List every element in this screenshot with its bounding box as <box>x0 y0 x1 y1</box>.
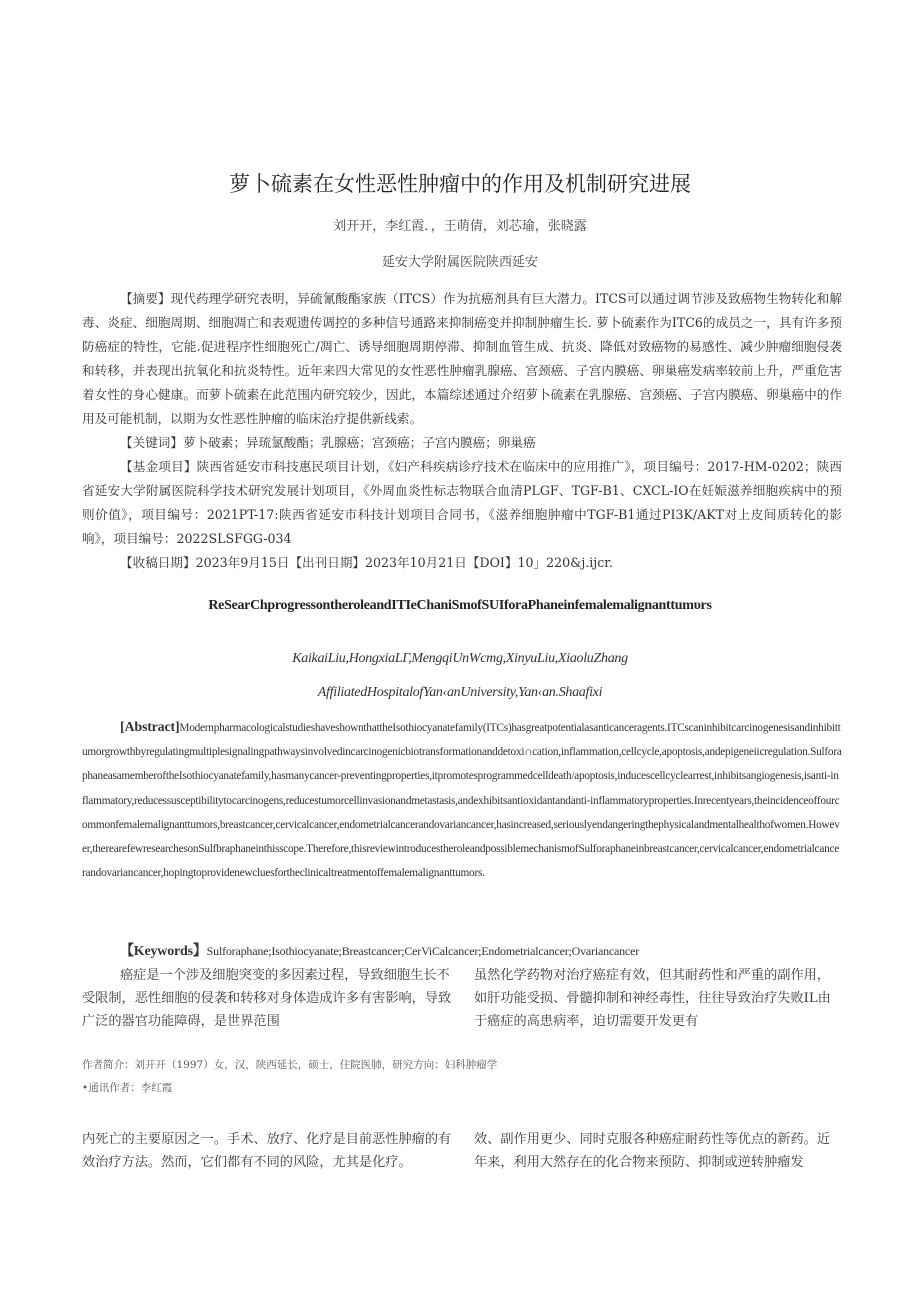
body-right-column-top <box>474 964 840 1033</box>
affiliation-cn: 延安大学附属医院陕西延安 <box>381 255 538 270</box>
abstract-en-text: ModernpharmacologicalstudieshaveshownthattheIsothiocyanatefamily(ITCs)hasgreatpotentialasanticanceragents.ITCscaninhibitcarcinogenesisandinhibittumorgrowthbyregulatingmultiplesignalingpathwaysinvolvedincarcinogenicbiotransformationanddetoxi∩cation,inflammation,cellcycle,apoptosis,andepigeneiicregulation.SulforaphaneasamemberoftheIsothiocyanatefamily,hasmanycancer-preventingproperties,itpromotesprogrammedcelldeath/apoptosis,inducescellcyclearrest,inhibitsangiogenesis,isanti-inflammatory,reducessusceptibilitytocarcinogens,reducestumorcellinvasionandmetastasis,andexhibitsantioxidantandanti-inflammatoryproperties.Inrecentyears,theincidenceoffourcommonfemalemalignanttumors,breastcancer,cervicalcancer,endometrialcancerandovariancancer,hasincreased,seriouslyendangeringthephysicalandmentalhealthofwomen.However,therearefewresearchesonSulfbraphaneinthisscope.Therefore,thisreviewintroducestheroleandpossiblemechanismofSulforaphaneinbreastcancer,cervicalcancer,endometrialcancerandovariancancer,hopingtoprovidenewcluesfortheclinicaltreatmentoffemalemalignanttumors. <box>82 722 842 880</box>
published-label: 【出刊日期】 <box>289 555 365 570</box>
doi-value: 10」220&j.ijcr. <box>517 555 613 570</box>
funding-cn <box>82 455 842 551</box>
funding-cn-text: 陕西省延安市科技惠民项目计划，《妇产科疾病诊疗技术在临床中的应用推广》，项目编号：2017-HM-0202；陕西省延安大学附属医院科学技术研究发展计划项目，《外周血炎性标志物联合血清PLGF、TGF-B1、CXCL-IO在妊娠滋养细胞疾病中的预 则价值》，项目编号：2021PT-17:陕西省延安市科技计划项目合同书，《滋养细胞肿瘤中TGF-B1通过PI3K/AKT对上皮间质转化的影响》，项目编号：2022SLSFGG-034 <box>82 459 842 546</box>
body-paragraph: 虽然化学药物对治疗癌症有效，但其耐药性和严重的副作用，如肝功能受损、骨髓抑制和神经毒性，往往导致治疗失败IL由于癌症的高患病率，迫切需要开发更有 <box>474 968 831 1029</box>
abstract-cn <box>82 287 842 431</box>
received-label: 【收稿日期】 <box>120 555 196 570</box>
keywords-en-text: Sulforaphane;Isothiocyanate;Breastcancer;CerViCalcancer;Endometrialcancer;Ovariancancer <box>206 944 639 958</box>
abstract-en-label: [Abstract] <box>120 720 180 735</box>
abstract-cn-label: 【摘要】 <box>120 291 171 306</box>
funding-cn-label: 【基金项目】 <box>120 459 197 474</box>
authors-cn: 刘开开，李红霞．，王萌倩，刘芯瑜，张晓露 <box>333 219 587 234</box>
paper-title-cn: 萝卜硫素在女性恶性肿瘤中的作用及机制研究进展 <box>229 172 691 196</box>
body-paragraph: 癌症是一个涉及细胞突变的多因素过程，导致细胞生长不受限制，恶性细胞的侵袭和转移对身体造成许多有害影响，导致广泛的器官功能障碍，是世界范围 <box>82 968 452 1029</box>
body-paragraph: 内死亡的主要原因之一。手术、放疗、化疗是目前恶性肿瘤的有效治疗方法。然而，它们都有不同的风险，尤其是化疗。 <box>82 1132 452 1170</box>
keywords-cn <box>82 431 842 455</box>
authors-en: KaikaiLiu,HongxiaLΓ,MengqiUnWcmg,XinyuLiu,XiaoluZhang <box>292 651 628 666</box>
doi-label: 【DOI】 <box>466 555 518 570</box>
body-paragraph: 效、副作用更少、同时克服各种癌症耐药性等优点的新药。近年来，利用大然存在的化合物来预防、抑制或逆转肿瘤发 <box>474 1132 831 1170</box>
author-info-footnote: 作者简介：刘开开（1997）女，汉，陕西延长，硕士，住院医肺，研究方向：妇科肿瘤学 <box>82 1059 498 1071</box>
body-left-column-bottom <box>82 1128 452 1174</box>
dates-cn <box>82 551 842 575</box>
published-date: 2023年10月21日 <box>365 555 467 570</box>
keywords-en <box>120 940 840 960</box>
keywords-en-label: 【Keywords】 <box>120 944 207 959</box>
body-right-column-bottom <box>474 1128 840 1174</box>
corresponding-author-footnote: •通讯作者：李红霞 <box>82 1082 173 1094</box>
affiliation-en: AffiliatedHospitalofYan‹anUniversity,Yan‹an.Shaafixi <box>317 685 603 700</box>
abstract-en <box>82 716 842 885</box>
keywords-cn-label: 【关键词】 <box>120 435 183 450</box>
received-date: 2023年9月15日 <box>195 555 290 570</box>
keywords-cn-text: 萝卜破素；异琉氯酸酯；乳腺癌；宫颈癌；子宫内膜癌；卵巢癌 <box>182 435 536 450</box>
paper-title-en: ReSearChprogressontheroleandITIeChaniSmofSUIforaPhaneinfemalemalignanttumυrs <box>208 598 712 613</box>
abstract-cn-text: 现代药理学研究表明，异硫氰酸酯家族（ITCS）作为抗癌剂具有巨大潜力。ITCS可以通过调节涉及致癌物生物转化和解毒、炎症、细胞周期、细胞凋亡和表观遗传调控的多种信号通路来抑制癌变并抑制肿瘤生长. 萝卜硫素作为ITC6的成员之一，具有许多预防癌症的特性，它能.促进程序性细胞死亡/凋亡、诱导细胞周期停滞、抑制血管生成、抗炎、降低对致癌物的易感性、减少肿瘤细胞侵袭和转移，并表现出抗氧化和抗炎特性。近年来四大常见的女性恶性肿瘤乳腺癌、宫颈癌、子宫内膜癌、卵巢癌发病率较前上升，严重危害着女性的身心健康。而萝卜硫素在此范围内研究较少，因此，本篇综述通过介绍萝卜硫素在乳腺癌、宫颈癌、子宫内膜癌、卵巢癌中的作用及可能机制，以期为女性恶性肿瘤的临床治疗提供新线索。 <box>82 291 843 426</box>
body-left-column-top <box>82 964 452 1033</box>
